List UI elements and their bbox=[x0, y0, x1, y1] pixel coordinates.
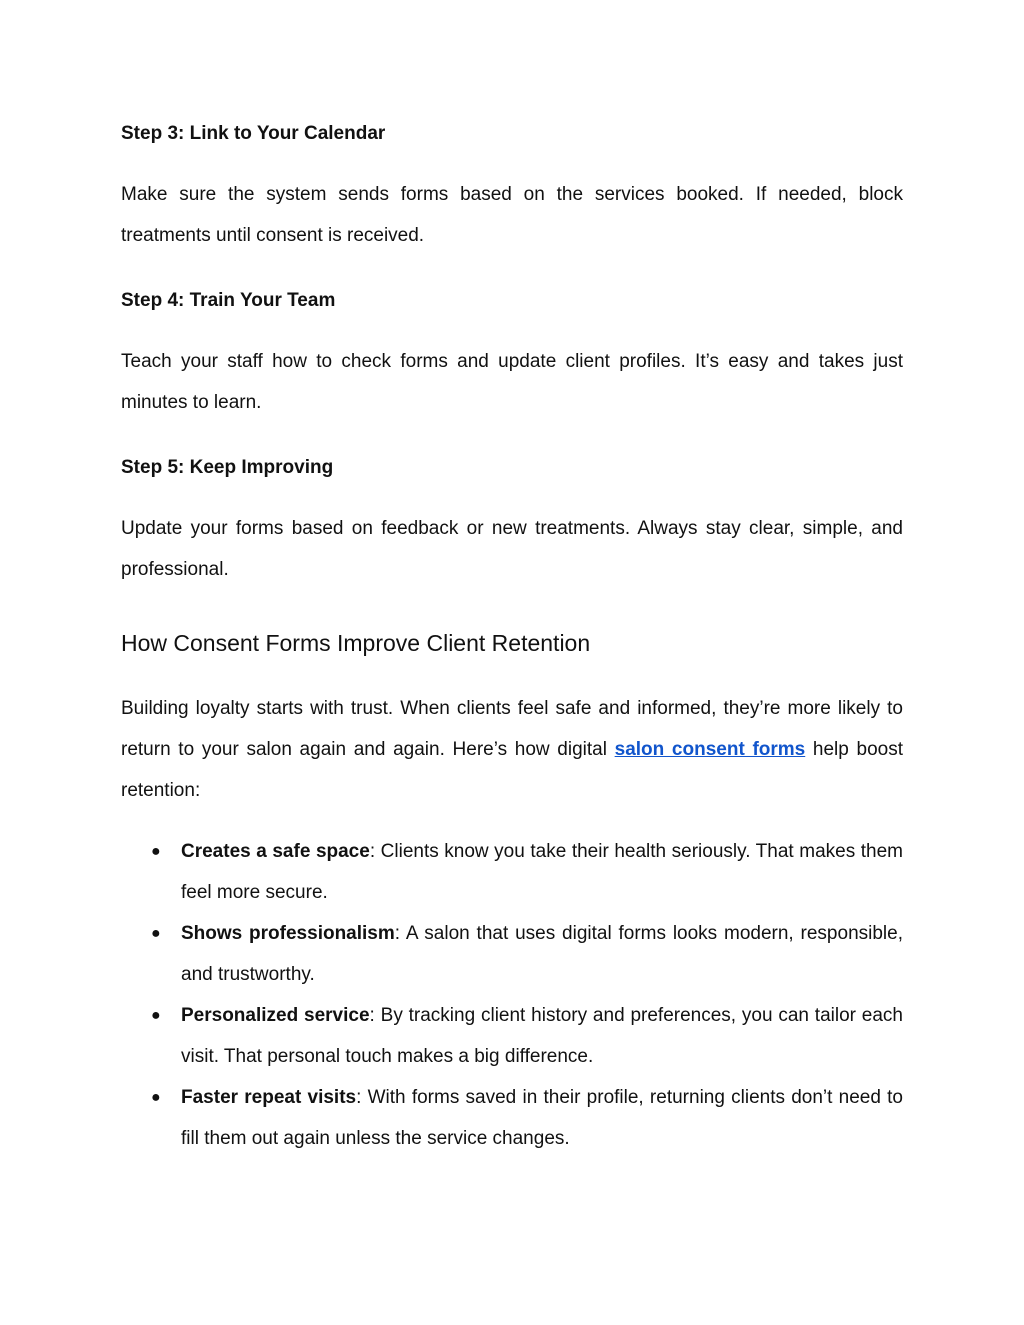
intro-text-after-link: help boost retention: bbox=[121, 739, 903, 801]
step-3-body: Make sure the system sends forms based on the services booked. If needed, block treatments until consent is received. bbox=[121, 184, 903, 246]
list-item bbox=[121, 995, 903, 1077]
list-item bbox=[121, 831, 903, 913]
bullet-text: : By tracking client history and preferences, you can tailor each visit. That personal touch makes a big difference. bbox=[181, 1005, 903, 1067]
bullet-text: : Clients know you take their health seriously. That makes them feel more secure. bbox=[181, 841, 903, 903]
retention-benefits-list bbox=[121, 831, 903, 1159]
section-intro bbox=[121, 688, 903, 811]
bullet-text: : A salon that uses digital forms looks modern, responsible, and trustworthy. bbox=[181, 923, 903, 985]
step-5-body: Update your forms based on feedback or new treatments. Always stay clear, simple, and professional. bbox=[121, 518, 903, 580]
bullet-text: : With forms saved in their profile, returning clients don’t need to fill them out again unless the service changes. bbox=[181, 1087, 903, 1149]
bullet-term: Shows professionalism bbox=[181, 923, 395, 944]
bullet-icon: ● bbox=[151, 1007, 161, 1024]
bullet-term: Personalized service bbox=[181, 1005, 370, 1026]
bullet-term: Faster repeat visits bbox=[181, 1087, 357, 1108]
step-3-heading: Step 3: Link to Your Calendar bbox=[121, 123, 386, 144]
bullet-term: Creates a safe space bbox=[181, 841, 370, 862]
bullet-icon: ● bbox=[151, 925, 161, 942]
list-item bbox=[121, 913, 903, 995]
salon-consent-forms-link[interactable]: salon consent forms bbox=[614, 739, 806, 760]
list-item bbox=[121, 1077, 903, 1159]
step-4-body: Teach your staff how to check forms and update client profiles. It’s easy and takes just minutes to learn. bbox=[121, 351, 903, 413]
intro-text-before-link: Building loyalty starts with trust. When clients feel safe and informed, they’re more likely to return to your salon again and again. Here’s how digital bbox=[121, 698, 903, 760]
bullet-icon: ● bbox=[151, 1089, 161, 1106]
bullet-icon: ● bbox=[151, 843, 161, 860]
step-4-heading: Step 4: Train Your Team bbox=[121, 290, 336, 311]
step-5-heading: Step 5: Keep Improving bbox=[121, 457, 334, 478]
section-heading: How Consent Forms Improve Client Retention bbox=[121, 630, 591, 656]
